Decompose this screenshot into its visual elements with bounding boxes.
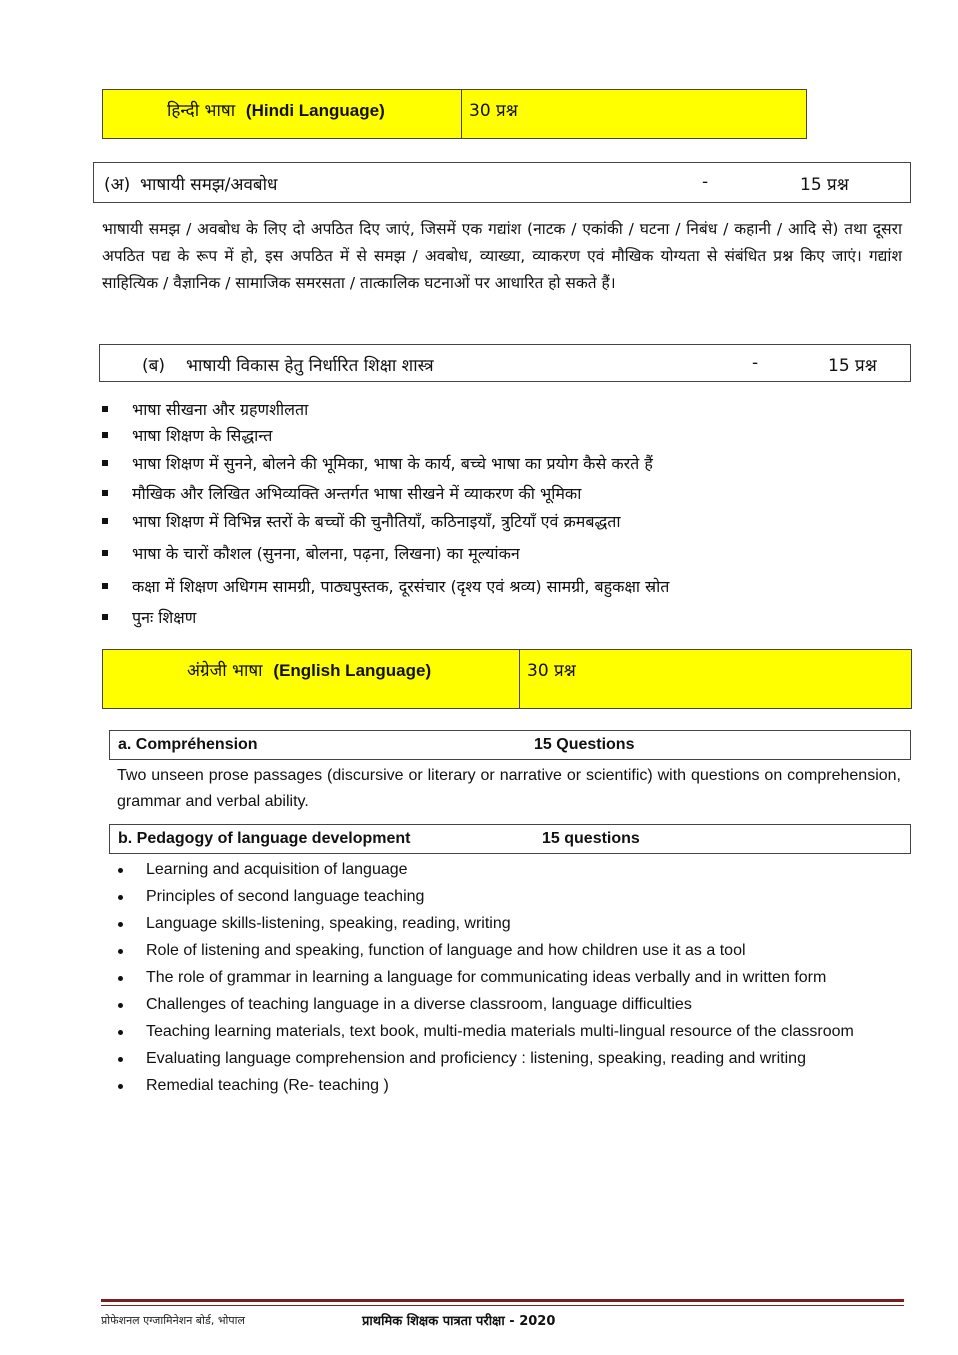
section-b-label: (ब) — [142, 356, 165, 376]
section-eb-list — [102, 858, 902, 1101]
list-item: Teaching learning materials, text book, multi-media materials multi-lingual resource of the classroom — [102, 1020, 902, 1044]
section-eb-count: 15 questions — [542, 830, 640, 847]
list-item: Principles of second language teaching — [102, 885, 902, 909]
bullet-icon — [118, 868, 123, 873]
list-item: Challenges of teaching language in a diverse classroom, language difficulties — [102, 993, 902, 1017]
square-bullet-icon — [102, 550, 108, 556]
english-header-title: अंग्रेजी भाषा (English Language) — [187, 661, 432, 681]
square-bullet-icon — [102, 583, 108, 589]
section-a-count: 15 प्रश्न — [800, 175, 849, 195]
footer-publisher: प्रोफेशनल एग्जामिनेशन बोर्ड, भोपाल — [101, 1314, 245, 1327]
section-b-dash: - — [752, 353, 759, 373]
list-item: Evaluating language comprehension and proficiency : listening, speaking, reading and writing — [102, 1047, 902, 1071]
square-bullet-icon — [102, 490, 108, 496]
hindi-header-title: हिन्दी भाषा (Hindi Language) — [167, 101, 385, 121]
bullet-icon — [118, 1057, 123, 1062]
section-b-title: भाषायी विकास हेतु निर्धारित शिक्षा शास्त्र — [186, 356, 434, 376]
bullet-icon — [118, 1084, 123, 1089]
square-bullet-icon — [102, 460, 108, 466]
bullet-icon — [118, 922, 123, 927]
list-item: Learning and acquisition of language — [102, 858, 902, 882]
section-ea-title: a. Compréhension — [118, 736, 258, 753]
list-item: Language skills-listening, speaking, reading, writing — [102, 912, 902, 936]
bullet-icon — [118, 949, 123, 954]
section-ea-count: 15 Questions — [534, 736, 635, 753]
square-bullet-icon — [102, 518, 108, 524]
section-b-list: भाषा सीखना और ग्रहणशीलता भाषा शिक्षण के सिद्धान्त भाषा शिक्षण में सुनने, बोलने की भूमिका, भाषा के कार्य, बच्चे भाषा का प्रयोग कैसे करते हैं मौखिक और लिखित अभिव्यक्ति अन्तर्गत भाषा सीखने में व्याकरण की भूमिका भाषा शिक्षण में विभिन्न स्तरों के बच्चों की चुनौतियाँ, कठिनाइयाँ, त्रुटियाँ एवं क्रमबद्धता भाषा के चारों कौशल (सुनना, बोलना, पढ़ना, लिखना) का मूल्यांकन कक्षा में शिक्षण अधिगम सामग्री, पाठ्यपुस्तक, दूरसंचार (दृश्य एवं श्रव्य) सामग्री, बहुकक्षा स्रोत पुनः शिक्षण — [102, 0, 902, 640]
section-a-paragraph: भाषायी समझ / अवबोध के लिए दो अपठित दिए जाएं, जिसमें एक गद्यांश (नाटक / एकांकी / घटना / निबंध / कहानी / आदि से) तथा दूसरा अपठित पद्य के रूप में हो, इस अपठित में से समझ / अवबोध, व्याख्या, व्याकरण एवं मौखिक योग्यता से संबंधित प्रश्न किए जाएं। गद्यांश साहित्यिक / वैज्ञानिक / सामाजिक समरसता / तात्कालिक घटनाओं पर आधारित हो सकते हैं। — [102, 220, 902, 292]
bullet-icon — [118, 1030, 123, 1035]
footer-rule-thin — [101, 1305, 904, 1306]
english-header-count: 30 प्रश्न — [527, 661, 576, 681]
square-bullet-icon — [102, 406, 108, 412]
section-a-dash: - — [702, 172, 709, 192]
bullet-icon — [118, 1003, 123, 1008]
list-item: Role of listening and speaking, function of language and how children use it as a tool — [102, 939, 902, 963]
square-bullet-icon — [102, 432, 108, 438]
bullet-icon — [118, 895, 123, 900]
english-language-header — [102, 649, 912, 709]
list-item: The role of grammar in learning a language for communicating ideas verbally and in written form — [102, 966, 902, 990]
section-b-count: 15 प्रश्न — [828, 356, 877, 376]
section-eb-bar — [109, 824, 911, 854]
footer-exam-title: प्राथमिक शिक्षक पात्रता परीक्षा - 2020 — [362, 1314, 556, 1329]
section-a-title: भाषायी समझ/अवबोध — [140, 175, 278, 195]
list-item: Remedial teaching (Re- teaching ) — [102, 1074, 902, 1098]
section-a-label: (अ) — [104, 175, 131, 195]
section-ea-bar — [109, 730, 911, 760]
footer-rule-thick — [101, 1299, 904, 1302]
section-eb-title: b. Pedagogy of language development — [118, 830, 411, 847]
bullet-icon — [118, 976, 123, 981]
section-ea-paragraph: Two unseen prose passages (discursive or literary or narrative or scientific) with questions on comprehension, grammar and verbal ability. — [117, 767, 901, 810]
hindi-header-count: 30 प्रश्न — [469, 101, 518, 121]
square-bullet-icon — [102, 614, 108, 620]
